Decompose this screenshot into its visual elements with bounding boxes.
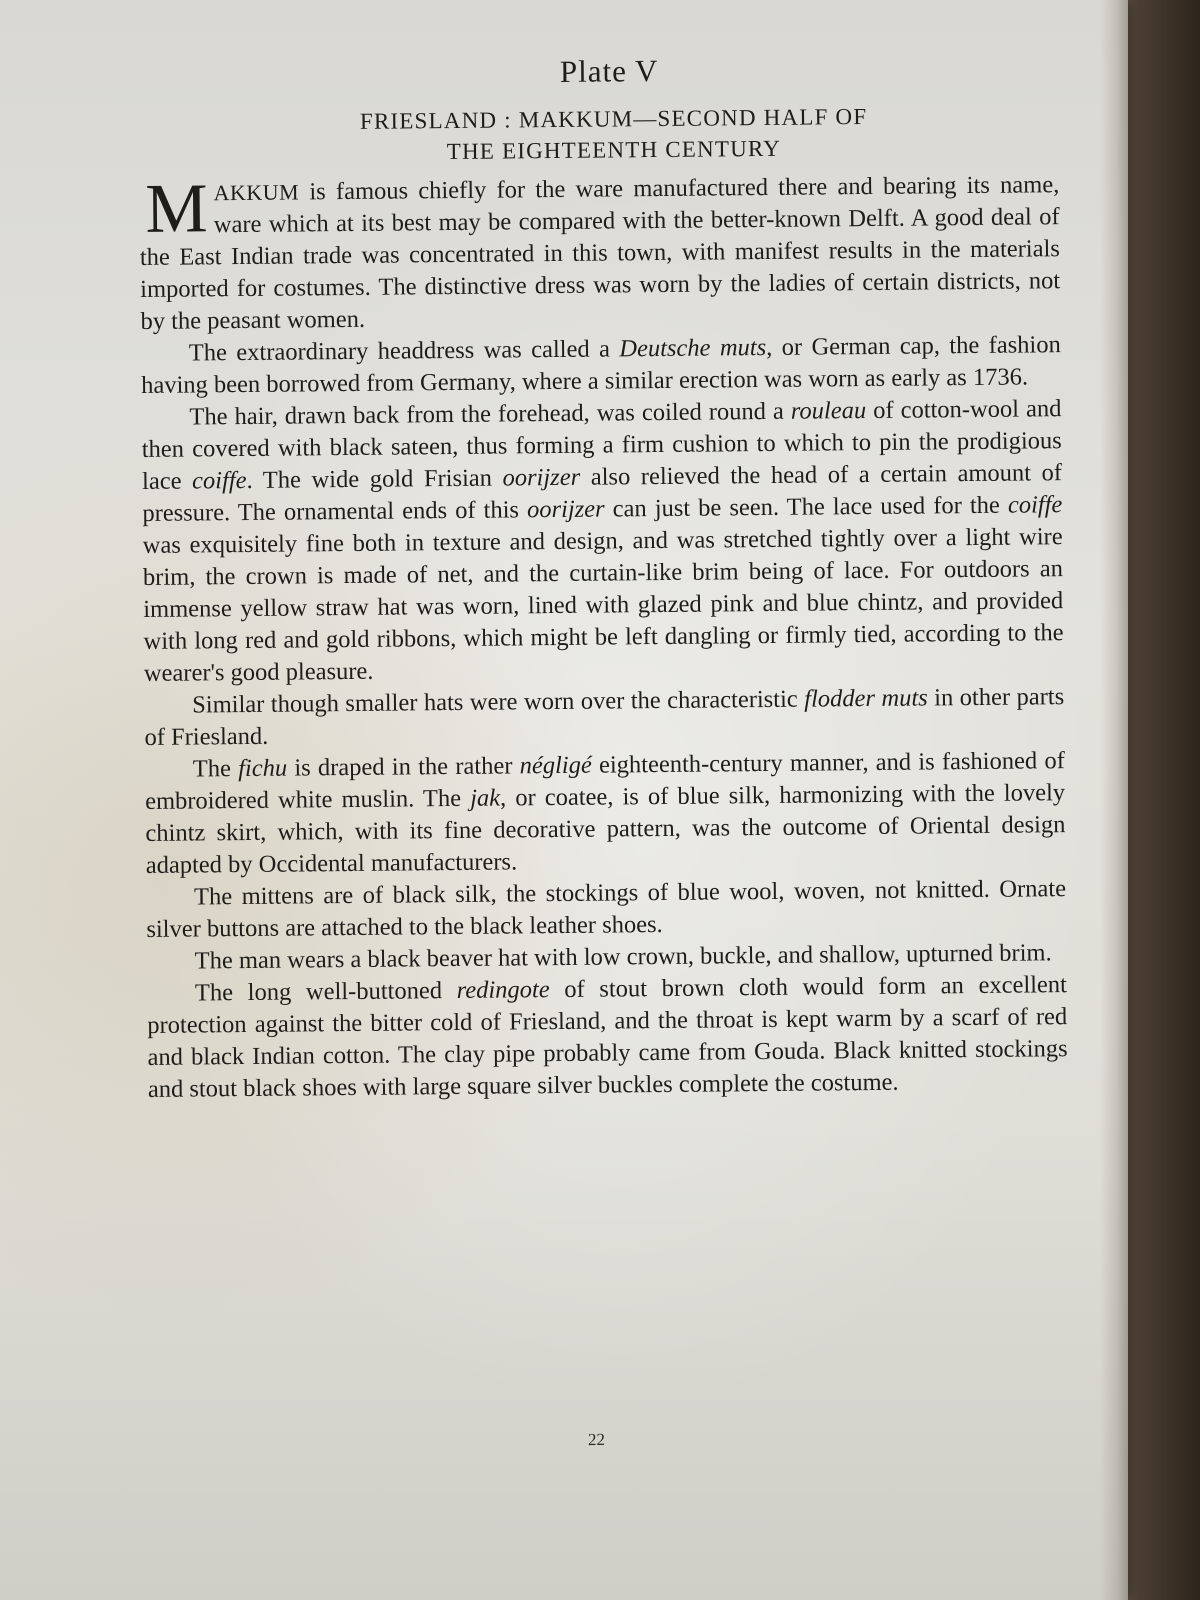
italic-term: coiffe	[191, 466, 247, 495]
paragraph-7: The man wears a black beaver hat with low crown, buckle, and shallow, upturned brim.	[194, 939, 1052, 975]
paragraph-1-text: is famous chiefly for the ware manufactured there and bearing its name, ware which at its best may be compared with the better-known Delft. A good deal of the East Indian trade was concentrated in this town, with manifest results in the materials imported for costumes. The distinctive dress was worn by the ladies of certain districts, not by the peasant women.	[139, 171, 1061, 335]
paragraph-5	[145, 745, 1066, 882]
paragraph-4	[144, 681, 1065, 754]
text-run: of stout brown cloth would form an excellent protection against the bitter cold of Friesland, and the throat is kept warm by a scarf of red and black Indian cotton. The clay pipe probably came from Gouda. Black knitted stockings and stout black shoes with large square silver buckles complete the costume.	[147, 971, 1068, 1103]
paragraph-8	[147, 969, 1068, 1106]
italic-term: oorijzer	[526, 495, 605, 524]
italic-term: négligé	[519, 751, 592, 780]
italic-term: fichu	[238, 754, 288, 783]
italic-term: coiffe	[1007, 491, 1063, 519]
text-run: of cotton-wool and then covered with black sateen, thus forming a firm cushion to which to pin the prodigious lace	[141, 395, 1062, 495]
text-run: The	[192, 755, 239, 783]
italic-term: flodder muts	[804, 684, 928, 713]
paragraph-3	[141, 393, 1064, 690]
page-number: 22	[587, 1429, 606, 1450]
text-run: can just be seen. The lace used for the	[604, 491, 1009, 523]
text-run: . The wide gold Frisian	[246, 464, 503, 494]
section-heading	[138, 99, 1059, 170]
text-run: The hair, drawn back from the forehead, was coiled round a	[189, 397, 791, 431]
text-run: The long well-buttoned	[194, 976, 457, 1007]
text-run: is draped in the rather	[287, 752, 520, 782]
paragraph-2	[141, 329, 1062, 402]
text-run: was exquisitely fine both in texture and design, and was stretched tightly over a light wire brim, the crown is made of net, and the curtain-like brim being of lace. For outdoors an immense yellow straw hat was worn, lined with glazed pink and blue chintz, and provided with long red and gold ribbons, which might be left dangling or firmly tied, according to the wearer's good pleasure.	[142, 523, 1064, 687]
text-run: Similar though smaller hats were worn over the characteristic	[192, 685, 805, 719]
text-run: , or German cap, the fashion having been borrowed from Germany, where a similar erection was worn as early as 1736.	[141, 331, 1061, 399]
text-run: eighteenth-century manner, and is fashioned of embroidered white muslin. The	[145, 747, 1065, 815]
paragraph-1	[139, 169, 1060, 338]
text-run: The extraordinary headdress was called a	[188, 335, 620, 367]
italic-term: rouleau	[790, 397, 867, 425]
drop-cap: M	[145, 170, 209, 248]
heading-line-1: FRIESLAND : MAKKUM—SECOND HALF OF	[359, 104, 868, 134]
paragraph-6: The mittens are of black silk, the stockings of blue wool, woven, not knitted. Ornate silver buttons are attached to the black leather shoes.	[146, 875, 1067, 943]
page-edge-shadow	[1100, 0, 1128, 1600]
heading-line-2: THE EIGHTEENTH CENTURY	[446, 135, 782, 165]
italic-term: jak	[470, 784, 501, 812]
page-text-block	[138, 49, 1068, 1106]
text-run: in other parts of Friesland.	[144, 683, 1065, 751]
text-run: also relieved the head of a certain amount of pressure. The ornamental ends of this	[142, 459, 1063, 527]
italic-term: redingote	[456, 976, 550, 1004]
text-run: , or coatee, is of blue silk, harmonizing with the lovely chintz skirt, which, with its fine decorative pattern, was the outcome of Oriental design adapted by Occidental manufacturers.	[145, 779, 1066, 879]
plate-title: Plate V	[559, 53, 659, 89]
italic-term: Deutsche muts	[619, 333, 767, 363]
italic-term: oorijzer	[502, 463, 581, 492]
small-caps-word: AKKUM	[213, 179, 300, 206]
